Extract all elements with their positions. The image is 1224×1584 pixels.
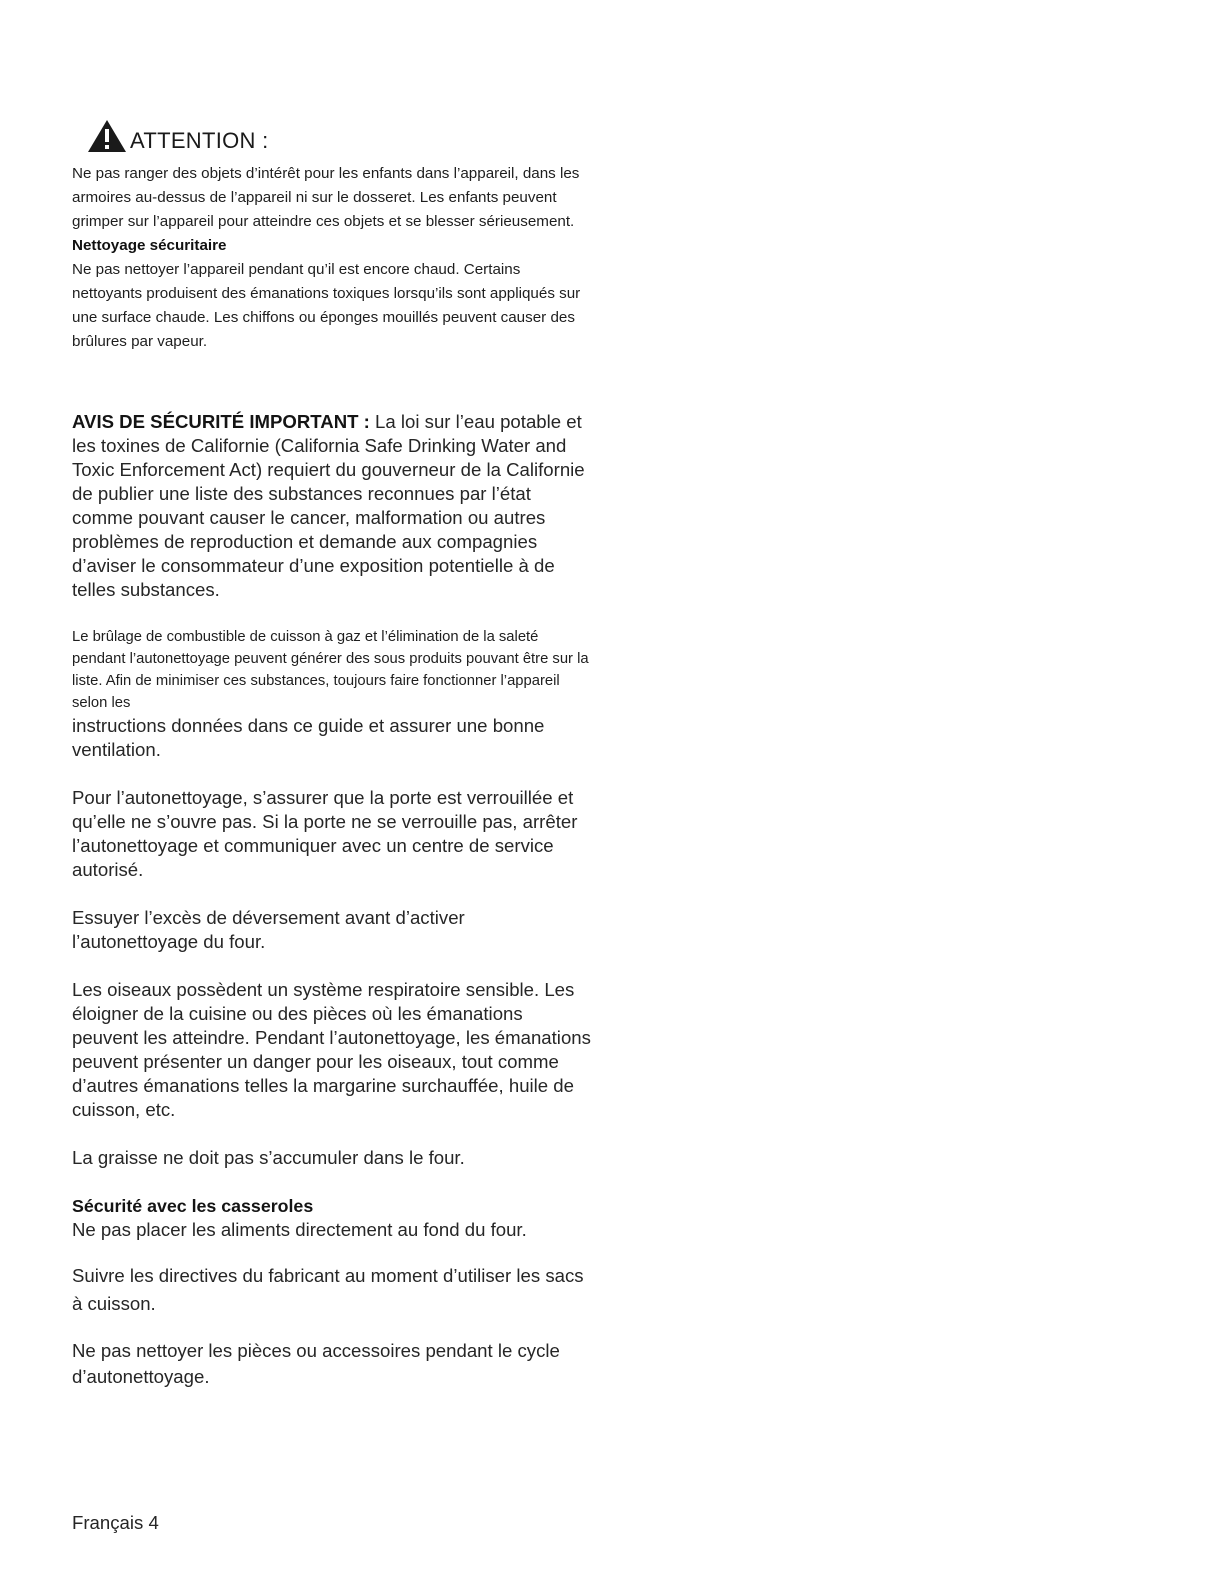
attention-header xyxy=(86,118,592,154)
burning-paragraph-large: instructions données dans ce guide et assurer une bonne ventilation. xyxy=(72,715,545,760)
warning-triangle-icon xyxy=(86,118,128,154)
cleaning-paragraph: Ne pas nettoyer l’appareil pendant qu’il est encore chaud. Certains nettoyants produisent des émanations toxiques lorsqu’ils sont appliqués sur une surface chaude. Les chiffons ou éponges mouillés peuvent causer des brûlures par vapeur. xyxy=(72,261,581,350)
safety-notice-label: AVIS DE SÉCURITÉ IMPORTANT : xyxy=(72,411,370,432)
cookware-heading: Sécurité avec les casseroles xyxy=(72,1196,314,1216)
attention-block xyxy=(72,162,592,354)
spill-paragraph: Essuyer l’excès de déversement avant d’activer l’autonettoyage du four. xyxy=(72,907,465,952)
cookware-paragraph: Ne pas placer les aliments directement au fond du four. xyxy=(72,1219,527,1240)
cooking-bags-paragraph: Suivre les directives du fabricant au moment d’utiliser les sacs à cuisson. xyxy=(72,1265,584,1314)
burning-paragraph-small: Le brûlage de combustible de cuisson à gaz et l’élimination de la saleté pendant l’autonettoyage peuvent générer des sous produits pouvant être sur la liste. Afin de minimiser ces substances, toujours faire fonctionner l’appareil selon les xyxy=(72,629,589,711)
content-column xyxy=(72,118,592,1390)
attention-title: ATTENTION : xyxy=(130,128,269,153)
page-number-footer: Français 4 xyxy=(72,1512,159,1533)
door-lock-paragraph: Pour l’autonettoyage, s’assurer que la porte est verrouillée et qu’elle ne s’ouvre pas. Si la porte ne se verrouille pas, arrêter l’autonettoyage et communiquer avec un centre de service autorisé. xyxy=(72,787,578,880)
cookware-section xyxy=(72,1194,592,1242)
safety-notice-text: La loi sur l’eau potable et les toxines de Californie (California Safe Drinking Water and Toxic Enforcement Act) requiert du gouverneur de la Californie de publier une liste des substances reconnues par l’état comme pouvant causer le cancer, malformation ou autres problèmes de reproduction et demande aux compagnies d’aviser le consommateur d’une exposition potentielle à de telles substances. xyxy=(72,411,585,600)
birds-paragraph: Les oiseaux possèdent un système respiratoire sensible. Les éloigner de la cuisine ou des pièces où les émanations peuvent les atteindre. Pendant l’autonettoyage, les émanations peuvent présenter un danger pour les oiseaux, tout comme d’autres émanations telles la margarine surchauffée, huile de cuisson, etc. xyxy=(72,979,591,1120)
safety-notice-paragraph xyxy=(72,410,592,602)
attention-paragraph: Ne pas ranger des objets d’intérêt pour les enfants dans l’appareil, dans les armoires au-dessus de l’appareil ni sur le dosseret. Les enfants peuvent grimper sur l’appareil pour atteindre ces objets et se blesser sérieusement. xyxy=(72,165,580,230)
grease-paragraph: La graisse ne doit pas s’accumuler dans le four. xyxy=(72,1147,465,1168)
cleaning-heading: Nettoyage sécuritaire xyxy=(72,237,227,254)
accessories-paragraph: Ne pas nettoyer les pièces ou accessoires pendant le cycle d’autonettoyage. xyxy=(72,1340,560,1387)
burning-section xyxy=(72,626,592,762)
